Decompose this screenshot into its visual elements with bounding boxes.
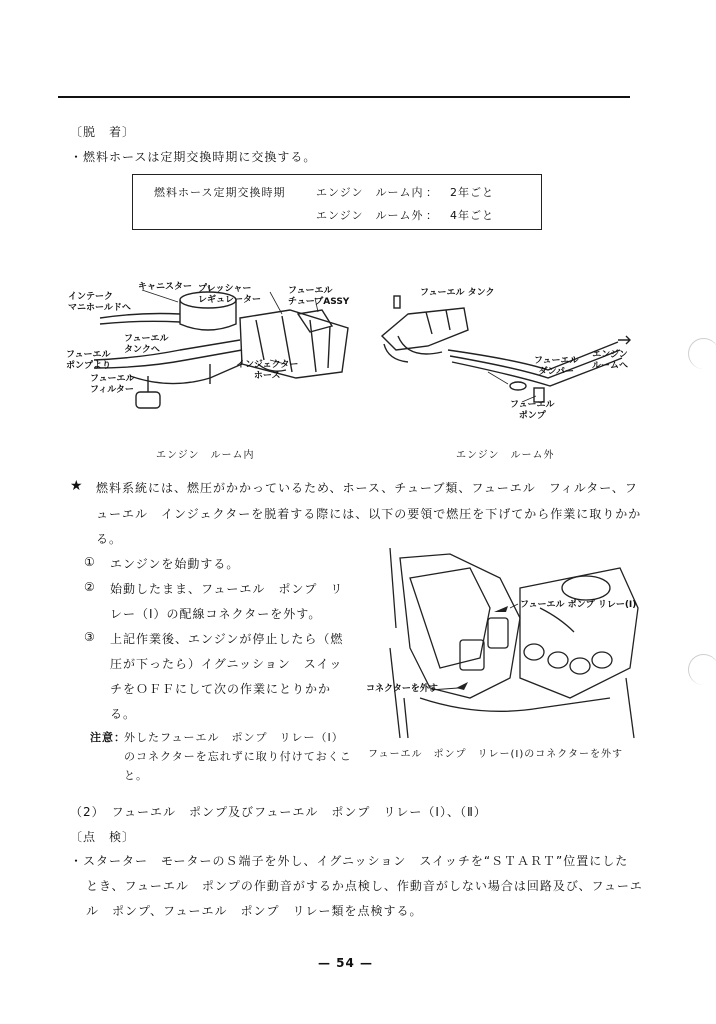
- label-fuel-pump: フューエル ポンプ: [510, 400, 555, 421]
- punch-hole-top: [688, 338, 716, 369]
- section2-line-2: とき、フューエル ポンプの作動音がするか点検し、作動音がしない場合は回路及び、フューエ: [86, 879, 643, 893]
- replace-row-2-sep: ：: [426, 209, 438, 222]
- label-fuel-pump-relay: フューエル ポンプ リレー(Ⅰ): [520, 600, 637, 610]
- label-intake-manifold: インテーク マニホールドへ: [68, 292, 131, 313]
- label-fuel-filter: フューエル フィルター: [90, 374, 135, 395]
- removal-bullet: ・燃料ホースは定期交換時期に交換する。: [70, 150, 317, 164]
- warning-line-3: る。: [96, 532, 123, 546]
- caption-engine-room-inside: エンジン ルーム内: [156, 450, 255, 461]
- warning-line-2: ューエル インジェクターを脱着する際には、以下の要領で燃圧を下げてから作業に取りかか: [96, 507, 642, 521]
- label-injector-hose: インジェクター ホース: [236, 360, 299, 381]
- label-disconnect-connector: コネクターを外す: [366, 684, 438, 694]
- label-fuel-tank: フューエル タンク: [420, 288, 495, 298]
- punch-hole-bottom: [688, 654, 716, 685]
- step-3-line-4: る。: [110, 707, 137, 721]
- caption-engine-room-outside: エンジン ルーム外: [456, 450, 555, 461]
- label-fuel-tube-assy: フューエル チューブASSY: [288, 286, 350, 307]
- removal-heading: 〔脱 着〕: [70, 125, 136, 139]
- note-line-1: 外したフューエル ポンプ リレー（Ⅰ）: [124, 731, 344, 744]
- label-pressure-regulator: プレッシャー レギュレーター: [198, 284, 262, 305]
- label-to-engine-room: エンジン ルームへ: [592, 350, 629, 371]
- relay-connector-diagram: [390, 548, 640, 740]
- section2-line-3: ル ポンプ、フューエル ポンプ リレー類を点検する。: [86, 904, 423, 918]
- replace-row-2-place: エンジン ルーム外: [316, 209, 424, 222]
- step-1-num: ①: [84, 555, 96, 569]
- page-number: — 54 —: [318, 956, 374, 970]
- replace-row-1-sep: ：: [426, 186, 438, 199]
- label-canister: キャニスター: [138, 282, 193, 292]
- note-label: 注意：: [90, 731, 126, 744]
- step-2-line-1: 始動したまま、フューエル ポンプ リ: [110, 582, 344, 596]
- note-line-3: と。: [124, 769, 148, 782]
- section2-title: （2） フューエル ポンプ及びフューエル ポンプ リレー（Ⅰ）、（Ⅱ）: [70, 805, 487, 819]
- caption-relay-connector: フューエル ポンプ リレー(Ⅰ)のコネクターを外す: [368, 749, 624, 760]
- step-2-line-2: レー（Ⅰ）の配線コネクターを外す。: [110, 607, 322, 621]
- step-3-line-3: チをＯＦＦにして次の作業にとりかか: [110, 682, 332, 696]
- note-line-2: のコネクターを忘れずに取り付けておくこ: [124, 750, 352, 763]
- label-to-fuel-tank: フューエル タンクへ: [124, 334, 169, 355]
- step-2-num: ②: [84, 580, 96, 594]
- replace-row-1-interval: 2年ごと: [450, 186, 494, 199]
- step-3-num: ③: [84, 630, 96, 644]
- replace-row-1-place: エンジン ルーム内: [316, 186, 424, 199]
- section2-inspection-heading: 〔点 検〕: [70, 830, 136, 844]
- label-fuel-damper: フューエル ダンパー: [534, 356, 579, 377]
- label-from-fuel-pump: フューエル ポンプより: [66, 350, 112, 371]
- replace-row-2-interval: 4年ごと: [450, 209, 494, 222]
- top-rule: [58, 96, 630, 98]
- warning-line-1: 燃料系統には、燃圧がかかっているため、ホース、チューブ類、フューエル フィルター、フ: [96, 481, 638, 495]
- section2-line-1: ・スターター モーターのＳ端子を外し、イグニッション スイッチを“ＳＴＡＲＴ”位置にした: [70, 854, 629, 868]
- step-3-line-1: 上記作業後、エンジンが停止したら（燃: [110, 632, 344, 646]
- replace-interval-label: 燃料ホース定期交換時期: [154, 186, 286, 199]
- step-3-line-2: 圧が下ったら）イグニッション スイッ: [110, 657, 343, 671]
- warning-star: ★: [70, 478, 84, 494]
- step-1-line-1: エンジンを始動する。: [110, 557, 240, 571]
